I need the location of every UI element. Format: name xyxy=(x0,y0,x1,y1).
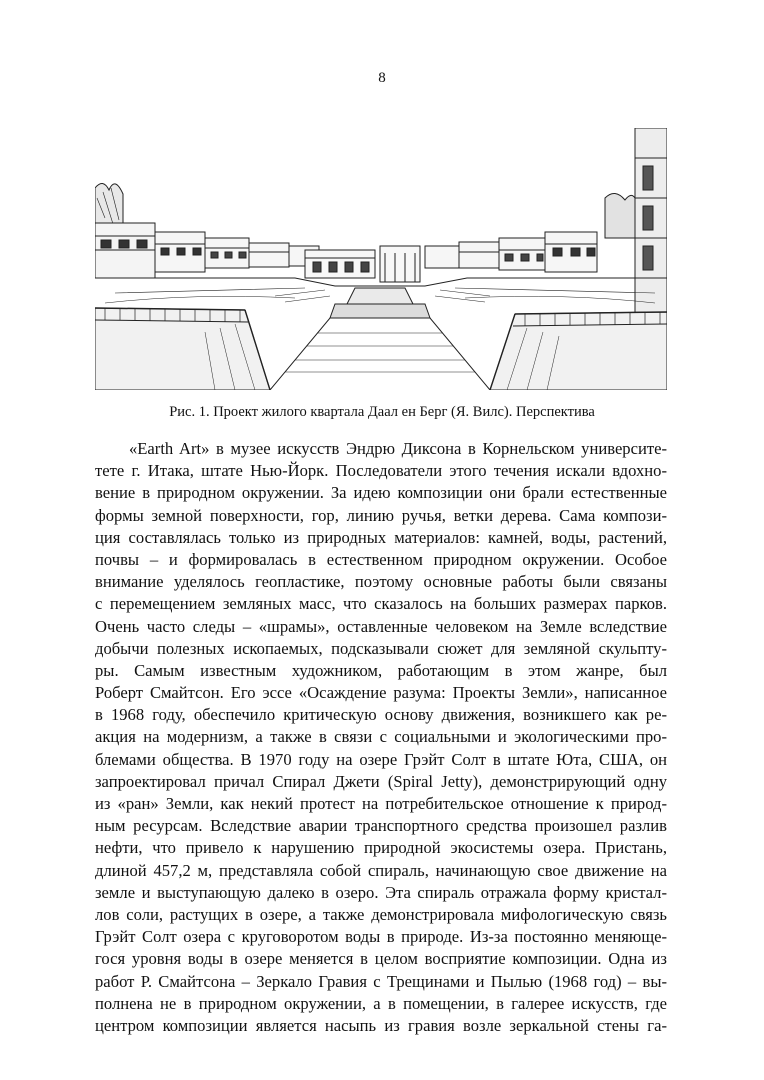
text-line: Роберт Смайтсон. Его эссе «Осаждение разума: Проекты Земли», написанное xyxy=(95,683,667,703)
text-line: добычи полезных ископаемых, подсказывали сюжет для земляной скульпту- xyxy=(95,638,667,658)
text-line: земле и выступающую далеко в озеро. Эта спираль отражала форму кристал- xyxy=(95,882,667,902)
text-line: ры. Самым известным художником, работающим в этом жанре, был xyxy=(95,660,667,680)
text-line: нефти, что привело к нарушению природной экосистемы озера. Пристань, xyxy=(95,838,667,858)
page-number: 8 xyxy=(378,70,386,86)
text-line: запроектировал причал Спирал Джети (Spiral Jetty), демонстрирующий одну xyxy=(95,771,667,791)
text-line: тете г. Итака, штате Нью-Йорк. Последователи этого течения искали вдохно- xyxy=(95,461,667,481)
text-line: гося уровня воды в озере меняется в целом восприятие композиции. Одна из xyxy=(95,949,667,969)
text-line: ция составлялась только из природных материалов: камней, воды, растений, xyxy=(95,527,667,547)
text-line: из «ран» Земли, как некий протест на потребительское отношение к природ- xyxy=(95,794,667,813)
body-paragraph xyxy=(95,438,667,1037)
text-line: вение в природном окружении. За идею композиции они брали естественные xyxy=(95,483,667,503)
text-line: «Earth Art» в музее искусств Эндрю Диксона в Корнельском университе- xyxy=(129,439,667,458)
text-line: в 1968 году, обеспечило критическую основу движения, возникшего как ре- xyxy=(95,705,667,725)
text-line: Очень часто следы – «шрамы», оставленные человеком на Земле вследствие xyxy=(95,616,667,636)
text-line: акция на модернизм, а также в связи с социальными и экологическими про- xyxy=(95,727,667,747)
text-line: формы земной поверхности, гор, линию ручья, ветки дерева. Сама компози- xyxy=(95,505,667,525)
text-line: лов соли, растущих в озере, а также демонстрировала мифологическую связь xyxy=(95,904,667,924)
housing-quarter-perspective-drawing xyxy=(95,128,667,390)
figure-illustration xyxy=(95,128,667,390)
text-line: внимание уделялось геопластике, поэтому основные работы были связаны xyxy=(95,572,667,592)
text-line: почвы – и формировалась в естественном природном окружении. Особое xyxy=(95,549,667,569)
text-line: центром композиции является насыпь из гравия возле зеркальной стены га- xyxy=(95,1015,667,1035)
text-line: с перемещением земляных масс, что сказалось на больших размерах парков. xyxy=(95,594,667,614)
text-line: полнена не в природном окружении, а в помещении, в галерее искусств, где xyxy=(95,993,667,1013)
text-line: блемами общества. В 1970 году на озере Грэйт Солт в штате Юта, США, он xyxy=(95,749,667,769)
text-line: работ Р. Смайтсона – Зеркало Гравия с Трещинами и Пылью (1968 год) – вы- xyxy=(95,971,667,991)
text-line: длиной 457,2 м, представляла собой спираль, начинающую свое движение на xyxy=(95,860,667,880)
figure-caption: Рис. 1. Проект жилого квартала Даал ен Берг (Я. Вилс). Перспектива xyxy=(169,404,595,420)
text-line: Грэйт Солт озера с круговоротом воды в природе. Из-за постоянно меняюще- xyxy=(95,927,667,947)
text-line: ным ресурсам. Вследствие аварии транспортного средства произошел разлив xyxy=(95,816,667,836)
